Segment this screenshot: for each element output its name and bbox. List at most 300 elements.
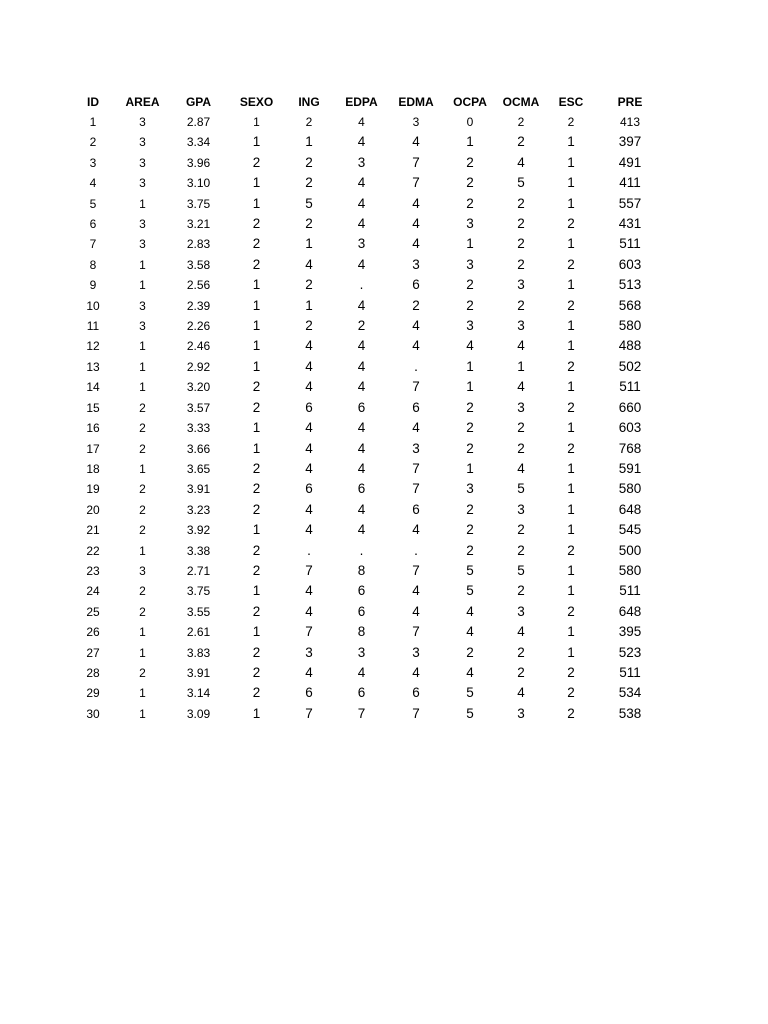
table-cell-area: 1 [139,278,146,293]
table-row [68,602,664,622]
column-header-pre: PRE [617,95,643,109]
table-cell-area: 3 [139,563,146,578]
table-cell-sexo: 1 [252,277,261,293]
column-header-ocpa: OCPA [453,95,487,109]
table-cell-gpa: 2.83 [186,237,211,252]
table-cell-edpa: 4 [357,522,366,538]
table-cell-ocma: 2 [517,440,525,456]
table-cell-area: 2 [139,441,146,456]
table-cell-ing: 6 [305,685,313,701]
table-cell-sexo: 1 [252,705,261,721]
table-row [68,132,664,152]
table-cell-id: 8 [89,257,97,272]
table-cell-id: 9 [89,278,97,293]
table-cell-ing: 4 [305,522,313,538]
table-row [68,296,664,316]
table-cell-sexo: 1 [252,358,261,374]
table-cell-id: 6 [89,217,97,232]
table-cell-esc: 2 [567,256,575,272]
table-row [68,255,664,275]
table-cell-area: 2 [139,584,146,599]
table-cell-ocpa: 4 [466,338,474,354]
table-cell-id: 2 [89,135,97,150]
table-cell-edpa: 6 [357,399,366,415]
table-cell-ocma: 5 [517,481,525,497]
table-cell-esc: 1 [567,379,575,395]
table-cell-ing: 2 [305,154,313,170]
table-cell-area: 3 [139,135,146,150]
table-cell-edma: 6 [412,685,420,701]
table-cell-edma: 7 [412,624,420,640]
table-row [68,479,664,499]
table-row [68,357,664,377]
table-cell-ocma: 2 [517,522,525,538]
table-cell-edpa: 4 [357,460,366,476]
table-row [68,500,664,520]
table-cell-edma: 4 [412,583,420,599]
table-cell-sexo: 1 [252,318,261,334]
table-cell-pre: 491 [618,154,642,170]
table-cell-ocma: 4 [517,154,525,170]
table-cell-edma: . [414,542,418,558]
table-cell-edma: 4 [412,522,420,538]
table-cell-esc: 2 [567,440,575,456]
table-row [68,683,664,703]
table-cell-ing: . [307,542,311,558]
column-header-sexo: SEXO [239,95,274,109]
table-cell-esc: 2 [567,705,575,721]
table-cell-ing: 7 [305,705,313,721]
table-row [68,173,664,193]
table-cell-gpa: 3.14 [186,686,211,701]
table-cell-edpa: 6 [357,481,366,497]
table-cell-gpa: 3.55 [186,604,211,619]
table-cell-sexo: 2 [252,501,261,517]
table-cell-ocpa: 5 [466,685,474,701]
data-table [68,92,664,724]
table-row [68,581,664,601]
table-row [68,398,664,418]
table-cell-sexo: 2 [252,154,261,170]
table-cell-ocpa: 4 [466,664,474,680]
table-cell-ocpa: 5 [466,562,474,578]
table-cell-ocpa: 2 [466,644,474,660]
table-cell-ing: 4 [305,460,313,476]
table-cell-ocma: 3 [517,705,525,721]
table-cell-ing: 4 [305,664,313,680]
table-cell-edpa: 4 [357,358,366,374]
table-cell-edma: 4 [412,420,420,436]
table-cell-area: 1 [139,196,146,211]
table-cell-sexo: 1 [253,115,260,129]
column-header-edma: EDMA [398,95,434,109]
table-row [68,520,664,540]
table-cell-ing: 2 [305,216,313,232]
table-cell-area: 3 [139,298,146,313]
table-cell-sexo: 2 [252,379,261,395]
table-cell-gpa: 3.21 [186,217,211,232]
table-cell-edpa: 4 [357,134,366,150]
table-cell-area: 2 [139,604,146,619]
table-cell-ocma: 2 [517,542,525,558]
table-cell-pre: 648 [618,603,642,619]
table-cell-pre: 511 [619,379,641,395]
column-header-area: AREA [125,95,160,109]
table-cell-ocpa: 3 [466,318,474,334]
table-cell-ocma: 2 [517,195,525,211]
table-cell-edma: 7 [412,705,420,721]
table-cell-id: 4 [89,176,97,191]
table-cell-area: 3 [139,237,146,252]
table-cell-esc: 1 [567,501,575,517]
table-cell-id: 16 [86,421,100,436]
table-cell-edpa: . [359,542,364,558]
table-cell-edpa: 4 [357,379,366,395]
table-cell-ocma: 3 [517,603,525,619]
table-cell-pre: 431 [618,216,642,232]
table-cell-edpa: 4 [357,420,366,436]
table-row [68,214,664,234]
table-cell-id: 18 [86,461,100,476]
table-cell-pre: 538 [618,705,642,721]
table-cell-gpa: 3.75 [186,584,211,599]
table-cell-pre: 413 [619,115,641,129]
table-cell-sexo: 2 [252,562,261,578]
table-cell-ocpa: 4 [466,603,474,619]
table-row [68,561,664,581]
table-cell-id: 28 [86,665,100,680]
table-cell-ing: 4 [305,420,313,436]
table-cell-ocma: 4 [517,624,525,640]
table-cell-pre: 395 [618,624,642,640]
table-cell-ocma: 3 [517,318,525,334]
table-cell-esc: 2 [567,664,575,680]
table-cell-id: 21 [86,523,100,538]
table-cell-edpa: 3 [357,644,366,660]
table-cell-edma: 6 [412,399,420,415]
table-cell-esc: 2 [567,399,575,415]
table-cell-esc: 1 [567,460,575,476]
table-row [68,234,664,254]
table-cell-gpa: 3.34 [186,135,211,150]
table-cell-pre: 580 [618,318,642,334]
table-row [68,459,664,479]
table-cell-esc: 1 [567,562,575,578]
table-cell-pre: 603 [618,420,642,436]
table-cell-sexo: 2 [252,460,261,476]
table-cell-gpa: 3.10 [186,176,211,191]
table-cell-ocma: 2 [517,583,525,599]
table-cell-id: 11 [86,319,100,334]
table-cell-ocma: 4 [517,338,525,354]
table-cell-ocma: 3 [517,501,525,517]
table-cell-ing: 5 [305,195,313,211]
table-cell-gpa: 3.92 [186,523,211,538]
table-cell-area: 3 [139,176,146,191]
table-cell-id: 14 [86,380,100,395]
table-cell-id: 25 [86,604,100,619]
table-cell-ocma: 2 [517,216,525,232]
table-cell-edma: 3 [412,115,420,129]
table-cell-ing: 7 [305,624,313,640]
table-cell-id: 26 [86,625,100,640]
table-cell-area: 3 [139,115,146,129]
table-cell-sexo: 1 [252,175,261,191]
table-cell-area: 2 [139,665,146,680]
table-cell-pre: 523 [618,644,642,660]
table-cell-id: 23 [86,563,100,578]
table-row [68,153,664,173]
table-cell-ocma: 2 [517,256,525,272]
table-cell-esc: 1 [567,236,575,252]
table-cell-esc: 1 [567,583,575,599]
table-cell-ing: 2 [305,175,313,191]
table-cell-ing: 1 [305,297,313,313]
table-row [68,316,664,336]
table-cell-area: 1 [139,645,146,660]
table-cell-gpa: 3.83 [186,645,211,660]
table-cell-edma: 4 [412,134,420,150]
table-cell-ocma: 2 [517,236,525,252]
table-cell-ocma: 3 [517,277,525,293]
table-cell-edpa: 4 [357,256,366,272]
table-cell-edpa: 4 [357,664,366,680]
table-cell-gpa: 3.09 [186,706,211,721]
table-cell-esc: 1 [567,154,575,170]
table-cell-sexo: 2 [252,236,261,252]
table-cell-edpa: 8 [357,562,366,578]
table-cell-ing: 4 [305,256,313,272]
table-cell-ocpa: 2 [466,420,474,436]
table-row [68,439,664,459]
table-cell-ocma: 2 [517,297,525,313]
table-cell-edma: 3 [412,644,420,660]
table-cell-ocpa: 2 [466,175,474,191]
table-cell-edma: 4 [412,603,420,619]
table-cell-sexo: 1 [252,420,261,436]
table-cell-pre: 545 [618,522,642,538]
table-cell-edpa: 3 [357,154,366,170]
table-cell-ocma: 5 [517,175,525,191]
table-cell-ocpa: 3 [466,256,474,272]
table-cell-edma: 3 [412,440,420,456]
table-cell-edma: . [414,358,418,374]
table-cell-edpa: 2 [357,318,366,334]
table-cell-gpa: 2.26 [186,319,211,334]
table-row [68,377,664,397]
table-cell-ocpa: 2 [466,277,474,293]
table-cell-id: 29 [86,686,100,701]
table-cell-ocpa: 5 [466,705,474,721]
table-cell-ocma: 4 [517,379,525,395]
column-header-edpa: EDPA [345,95,378,109]
table-row [68,643,664,663]
table-row [68,663,664,683]
table-cell-edpa: 4 [357,338,366,354]
table-cell-esc: 1 [567,481,575,497]
table-cell-ing: 1 [305,236,313,252]
table-cell-edpa: 4 [358,115,365,129]
table-cell-gpa: 3.33 [186,421,211,436]
table-cell-sexo: 1 [252,440,261,456]
table-cell-id: 7 [89,237,97,252]
table-cell-id: 27 [86,645,100,660]
table-cell-edpa: 4 [357,440,366,456]
table-cell-edma: 4 [412,338,420,354]
table-cell-gpa: 3.23 [186,502,211,517]
table-cell-pre: 411 [619,175,641,191]
table-row [68,275,664,295]
table-cell-sexo: 2 [252,256,261,272]
table-cell-ing: 2 [305,277,313,293]
table-cell-id: 10 [86,298,100,313]
table-cell-area: 3 [139,319,146,334]
table-cell-area: 1 [139,686,146,701]
table-cell-area: 1 [139,380,146,395]
table-cell-edma: 4 [412,216,420,232]
table-cell-esc: 1 [567,338,575,354]
table-header [68,92,664,112]
table-cell-sexo: 2 [252,664,261,680]
table-cell-id: 12 [86,339,100,354]
table-cell-area: 2 [139,482,146,497]
table-cell-gpa: 3.66 [186,441,211,456]
table-cell-edpa: 7 [357,705,366,721]
table-cell-edma: 6 [412,277,420,293]
table-cell-edpa: 6 [357,583,366,599]
table-cell-ing: 4 [305,379,313,395]
table-cell-area: 1 [139,257,146,272]
table-cell-ocpa: 3 [466,216,474,232]
table-cell-edma: 2 [412,297,420,313]
table-cell-gpa: 3.91 [186,482,211,497]
table-cell-sexo: 1 [252,195,261,211]
table-cell-esc: 2 [567,358,575,374]
table-cell-ocma: 5 [517,562,525,578]
table-cell-edma: 7 [412,460,420,476]
table-cell-edpa: 6 [357,603,366,619]
table-cell-id: 24 [86,584,100,599]
table-cell-pre: 511 [619,583,641,599]
table-cell-ing: 2 [305,115,313,129]
table-cell-sexo: 2 [252,603,261,619]
table-cell-pre: 591 [618,460,642,476]
table-cell-pre: 580 [618,481,642,497]
table-cell-area: 3 [139,155,146,170]
table-row [68,194,664,214]
table-cell-sexo: 2 [252,685,261,701]
table-cell-edma: 3 [412,256,420,272]
table-cell-id: 22 [86,543,100,558]
table-cell-edma: 7 [412,154,420,170]
table-cell-pre: 397 [618,134,642,150]
table-cell-ocpa: 0 [466,115,474,129]
table-cell-pre: 660 [618,399,642,415]
table-cell-pre: 568 [618,297,642,313]
table-cell-ocpa: 2 [466,440,474,456]
table-cell-esc: 2 [567,297,575,313]
table-cell-ocma: 2 [517,134,525,150]
column-header-gpa: GPA [185,95,212,109]
table-cell-gpa: 2.46 [186,339,211,354]
table-cell-ing: 7 [305,562,313,578]
table-cell-pre: 534 [618,685,642,701]
table-cell-sexo: 2 [252,399,261,415]
table-cell-sexo: 1 [252,297,261,313]
table-cell-id: 20 [86,502,100,517]
table-cell-pre: 511 [619,236,641,252]
table-row [68,418,664,438]
table-cell-ing: 2 [305,318,313,334]
table-cell-edma: 7 [412,481,420,497]
table-row [68,541,664,561]
table-cell-ocpa: 2 [466,542,474,558]
table-cell-gpa: 2.71 [186,563,211,578]
table-cell-esc: 1 [567,522,575,538]
table-cell-id: 3 [89,155,97,170]
table-cell-edma: 6 [412,501,420,517]
table-cell-ocma: 2 [517,420,525,436]
table-cell-edma: 7 [412,379,420,395]
table-cell-pre: 580 [618,562,642,578]
table-cell-edpa: . [359,277,364,293]
table-cell-ing: 4 [305,603,313,619]
table-cell-ocma: 2 [517,644,525,660]
table-cell-esc: 2 [567,603,575,619]
table-cell-gpa: 2.56 [186,278,211,293]
table-cell-ocma: 2 [517,664,525,680]
table-cell-esc: 1 [567,175,575,191]
table-cell-edma: 4 [412,236,420,252]
table-row [68,336,664,356]
table-cell-id: 1 [89,115,97,129]
table-cell-sexo: 1 [252,134,261,150]
table-cell-edpa: 4 [357,216,366,232]
table-cell-pre: 557 [618,195,642,211]
table-cell-edma: 7 [412,562,420,578]
table-cell-ing: 4 [305,358,313,374]
table-cell-gpa: 2.39 [186,298,211,313]
table-cell-ocpa: 2 [466,522,474,538]
table-cell-ocpa: 4 [466,624,474,640]
table-cell-ocpa: 2 [466,399,474,415]
table-cell-ing: 6 [305,399,313,415]
table-cell-ocma: 2 [517,115,525,129]
table-cell-esc: 1 [567,318,575,334]
table-cell-ocpa: 1 [466,379,474,395]
column-header-ocma: OCMA [502,95,540,109]
table-cell-pre: 768 [618,440,642,456]
table-cell-gpa: 2.92 [186,359,211,374]
table-cell-sexo: 1 [252,624,261,640]
table-cell-pre: 603 [618,256,642,272]
table-cell-edma: 4 [412,318,420,334]
table-cell-ocma: 3 [517,399,525,415]
table-cell-id: 19 [86,482,100,497]
table-cell-area: 3 [139,217,146,232]
table-cell-pre: 648 [618,501,642,517]
header-row [68,92,664,112]
table-cell-esc: 2 [567,216,575,232]
table-cell-gpa: 3.91 [186,665,211,680]
table-cell-area: 2 [139,502,146,517]
column-header-id: ID [87,95,99,109]
table-cell-ocpa: 1 [466,460,474,476]
table-cell-gpa: 3.57 [186,400,211,415]
table-cell-ocpa: 5 [466,583,474,599]
table-cell-esc: 1 [567,624,575,640]
table-cell-esc: 1 [567,134,575,150]
